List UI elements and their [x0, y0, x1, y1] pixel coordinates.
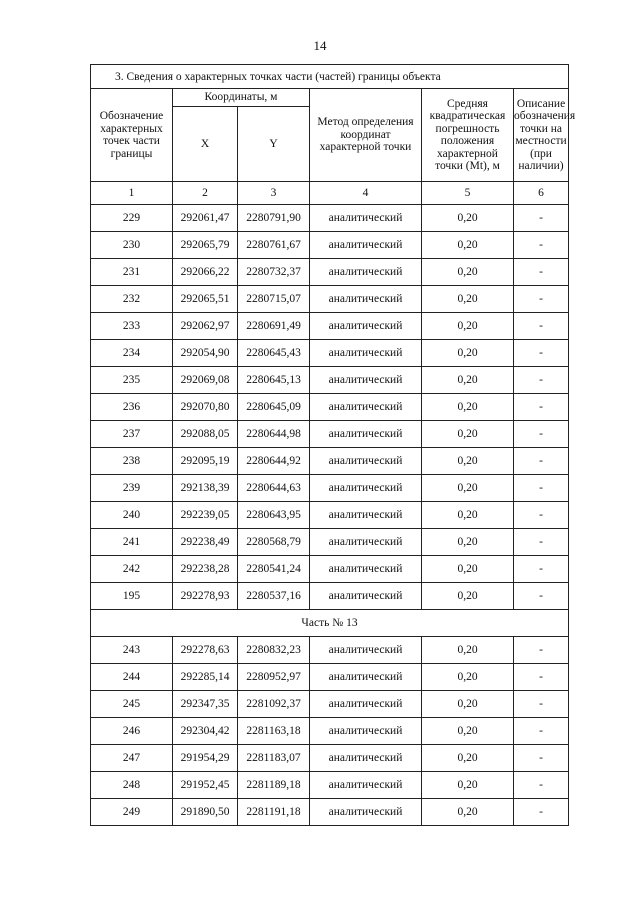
coord-x-cell: 292088,05	[173, 421, 238, 448]
point-id-cell: 244	[91, 664, 173, 691]
table-row	[91, 718, 569, 745]
coord-y-cell: 2280832,23	[238, 637, 310, 664]
error-cell: 0,20	[422, 313, 514, 340]
coord-y-cell: 2281183,07	[238, 745, 310, 772]
coord-y-cell: 2281191,18	[238, 799, 310, 826]
method-cell: аналитический	[310, 259, 422, 286]
method-cell: аналитический	[310, 448, 422, 475]
column-number: 6	[514, 182, 569, 205]
table-row	[91, 475, 569, 502]
coord-x-cell: 292061,47	[173, 205, 238, 232]
method-cell: аналитический	[310, 529, 422, 556]
coord-y-cell: 2280645,43	[238, 340, 310, 367]
header-y: Y	[238, 107, 310, 182]
table-row	[91, 502, 569, 529]
coord-y-cell: 2280715,07	[238, 286, 310, 313]
error-cell: 0,20	[422, 718, 514, 745]
error-cell: 0,20	[422, 286, 514, 313]
coord-x-cell: 292347,35	[173, 691, 238, 718]
table-row	[91, 772, 569, 799]
table-row	[91, 745, 569, 772]
column-number-row	[91, 182, 569, 205]
error-cell: 0,20	[422, 205, 514, 232]
point-id-cell: 237	[91, 421, 173, 448]
header-row	[91, 89, 569, 107]
method-cell: аналитический	[310, 556, 422, 583]
error-cell: 0,20	[422, 583, 514, 610]
method-cell: аналитический	[310, 664, 422, 691]
header-description: Описание обозначения точки на местности (при наличии)	[514, 89, 569, 182]
point-id-cell: 242	[91, 556, 173, 583]
point-id-cell: 232	[91, 286, 173, 313]
description-cell: -	[514, 772, 569, 799]
description-cell: -	[514, 799, 569, 826]
coord-x-cell: 292069,08	[173, 367, 238, 394]
coord-y-cell: 2280645,09	[238, 394, 310, 421]
description-cell: -	[514, 691, 569, 718]
description-cell: -	[514, 448, 569, 475]
point-id-cell: 239	[91, 475, 173, 502]
boundary-points-table	[90, 64, 576, 826]
coord-y-cell: 2280644,98	[238, 421, 310, 448]
coord-x-cell: 292239,05	[173, 502, 238, 529]
error-cell: 0,20	[422, 772, 514, 799]
table-row	[91, 556, 569, 583]
table-row	[91, 232, 569, 259]
method-cell: аналитический	[310, 502, 422, 529]
coord-y-cell: 2280644,63	[238, 475, 310, 502]
part-label: Часть № 13	[91, 610, 569, 637]
column-number: 3	[238, 182, 310, 205]
table-row	[91, 799, 569, 826]
point-id-cell: 241	[91, 529, 173, 556]
coord-x-cell: 292238,28	[173, 556, 238, 583]
point-id-cell: 246	[91, 718, 173, 745]
coord-y-cell: 2280643,95	[238, 502, 310, 529]
method-cell: аналитический	[310, 394, 422, 421]
coord-y-cell: 2280568,79	[238, 529, 310, 556]
point-id-cell: 238	[91, 448, 173, 475]
header-x: X	[173, 107, 238, 182]
coord-x-cell: 292070,80	[173, 394, 238, 421]
description-cell: -	[514, 286, 569, 313]
description-cell: -	[514, 745, 569, 772]
description-cell: -	[514, 340, 569, 367]
error-cell: 0,20	[422, 502, 514, 529]
method-cell: аналитический	[310, 691, 422, 718]
point-id-cell: 229	[91, 205, 173, 232]
error-cell: 0,20	[422, 394, 514, 421]
coord-y-cell: 2280645,13	[238, 367, 310, 394]
description-cell: -	[514, 556, 569, 583]
description-cell: -	[514, 529, 569, 556]
method-cell: аналитический	[310, 772, 422, 799]
coord-x-cell: 292095,19	[173, 448, 238, 475]
error-cell: 0,20	[422, 421, 514, 448]
coord-x-cell: 292066,22	[173, 259, 238, 286]
description-cell: -	[514, 205, 569, 232]
coord-x-cell: 291890,50	[173, 799, 238, 826]
error-cell: 0,20	[422, 475, 514, 502]
description-cell: -	[514, 664, 569, 691]
method-cell: аналитический	[310, 286, 422, 313]
table-row	[91, 394, 569, 421]
error-cell: 0,20	[422, 637, 514, 664]
column-number: 5	[422, 182, 514, 205]
table-row	[91, 259, 569, 286]
description-cell: -	[514, 718, 569, 745]
coord-x-cell: 292138,39	[173, 475, 238, 502]
point-id-cell: 247	[91, 745, 173, 772]
table-row	[91, 286, 569, 313]
method-cell: аналитический	[310, 718, 422, 745]
page-number: 14	[313, 38, 327, 53]
column-number: 2	[173, 182, 238, 205]
coord-x-cell: 292054,90	[173, 340, 238, 367]
section-title: 3. Сведения о характерных точках части (частей) границы объекта	[91, 65, 569, 89]
error-cell: 0,20	[422, 529, 514, 556]
section-title-row	[91, 65, 569, 89]
description-cell: -	[514, 394, 569, 421]
error-cell: 0,20	[422, 448, 514, 475]
error-cell: 0,20	[422, 232, 514, 259]
coord-x-cell: 292065,79	[173, 232, 238, 259]
point-id-cell: 234	[91, 340, 173, 367]
error-cell: 0,20	[422, 745, 514, 772]
coord-y-cell: 2280644,92	[238, 448, 310, 475]
method-cell: аналитический	[310, 340, 422, 367]
header-coordinates: Координаты, м	[173, 89, 310, 107]
description-cell: -	[514, 421, 569, 448]
header-point-designation: Обозначение характерных точек части границы	[91, 89, 173, 182]
point-id-cell: 243	[91, 637, 173, 664]
point-id-cell: 236	[91, 394, 173, 421]
coord-x-cell: 292062,97	[173, 313, 238, 340]
point-id-cell: 245	[91, 691, 173, 718]
coord-x-cell: 292238,49	[173, 529, 238, 556]
method-cell: аналитический	[310, 205, 422, 232]
table-row	[91, 664, 569, 691]
coord-x-cell: 291954,29	[173, 745, 238, 772]
description-cell: -	[514, 637, 569, 664]
description-cell: -	[514, 583, 569, 610]
table-row	[91, 313, 569, 340]
coord-y-cell: 2281189,18	[238, 772, 310, 799]
column-number: 1	[91, 182, 173, 205]
method-cell: аналитический	[310, 475, 422, 502]
table-row	[91, 205, 569, 232]
method-cell: аналитический	[310, 745, 422, 772]
error-cell: 0,20	[422, 691, 514, 718]
method-cell: аналитический	[310, 232, 422, 259]
error-cell: 0,20	[422, 259, 514, 286]
coord-y-cell: 2280691,49	[238, 313, 310, 340]
method-cell: аналитический	[310, 421, 422, 448]
description-cell: -	[514, 259, 569, 286]
part-separator-row	[91, 610, 569, 637]
coord-y-cell: 2280541,24	[238, 556, 310, 583]
coord-x-cell: 291952,45	[173, 772, 238, 799]
coord-y-cell: 2280537,16	[238, 583, 310, 610]
method-cell: аналитический	[310, 799, 422, 826]
table-row	[91, 691, 569, 718]
coord-y-cell: 2280761,67	[238, 232, 310, 259]
description-cell: -	[514, 313, 569, 340]
point-id-cell: 231	[91, 259, 173, 286]
header-method: Метод определения координат характерной точки	[310, 89, 422, 182]
error-cell: 0,20	[422, 664, 514, 691]
table-row	[91, 637, 569, 664]
table-row	[91, 583, 569, 610]
table-row	[91, 367, 569, 394]
method-cell: аналитический	[310, 313, 422, 340]
description-cell: -	[514, 475, 569, 502]
method-cell: аналитический	[310, 637, 422, 664]
coord-x-cell: 292285,14	[173, 664, 238, 691]
column-number: 4	[310, 182, 422, 205]
coord-x-cell: 292065,51	[173, 286, 238, 313]
error-cell: 0,20	[422, 556, 514, 583]
point-id-cell: 233	[91, 313, 173, 340]
point-id-cell: 249	[91, 799, 173, 826]
coord-y-cell: 2280952,97	[238, 664, 310, 691]
header-error: Средняя квадратическая погрешность положения характерной точки (Mt), м	[422, 89, 514, 182]
table-row	[91, 448, 569, 475]
coord-x-cell: 292278,63	[173, 637, 238, 664]
point-id-cell: 240	[91, 502, 173, 529]
error-cell: 0,20	[422, 340, 514, 367]
method-cell: аналитический	[310, 367, 422, 394]
coord-x-cell: 292304,42	[173, 718, 238, 745]
coord-x-cell: 292278,93	[173, 583, 238, 610]
coord-y-cell: 2281163,18	[238, 718, 310, 745]
description-cell: -	[514, 367, 569, 394]
point-id-cell: 230	[91, 232, 173, 259]
table-row	[91, 421, 569, 448]
table-row	[91, 529, 569, 556]
description-cell: -	[514, 502, 569, 529]
table-row	[91, 340, 569, 367]
error-cell: 0,20	[422, 367, 514, 394]
method-cell: аналитический	[310, 583, 422, 610]
coord-y-cell: 2280732,37	[238, 259, 310, 286]
point-id-cell: 235	[91, 367, 173, 394]
coord-y-cell: 2280791,90	[238, 205, 310, 232]
description-cell: -	[514, 232, 569, 259]
coord-y-cell: 2281092,37	[238, 691, 310, 718]
point-id-cell: 248	[91, 772, 173, 799]
error-cell: 0,20	[422, 799, 514, 826]
point-id-cell: 195	[91, 583, 173, 610]
